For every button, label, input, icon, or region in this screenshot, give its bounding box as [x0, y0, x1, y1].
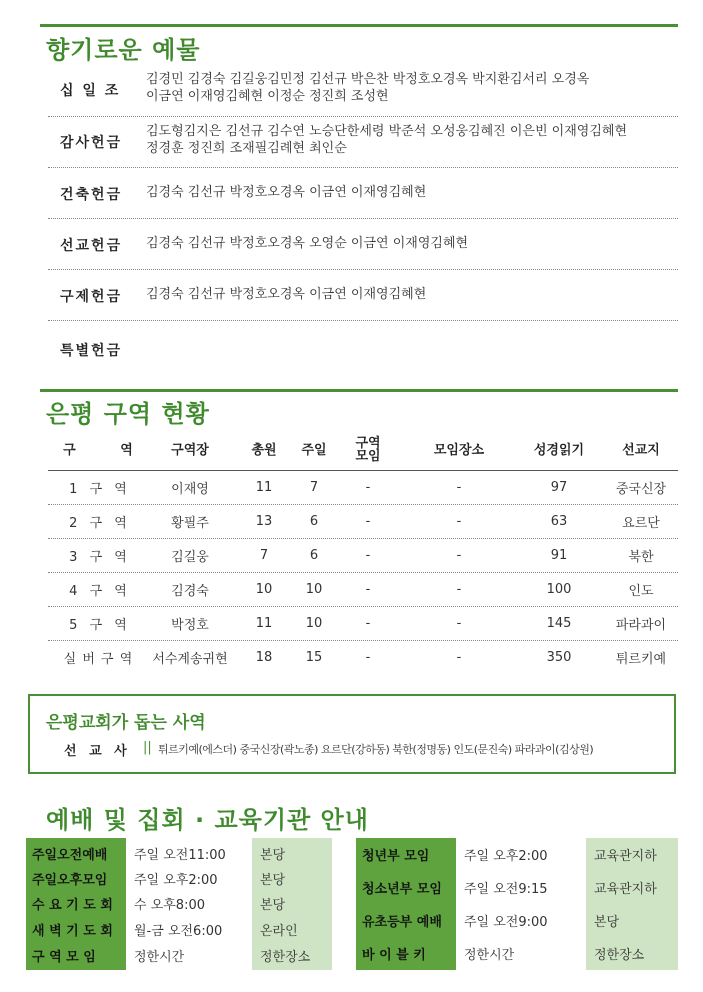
offering-names: 김경숙 김선규 박정호오경옥 이금연 이재영김혜현	[146, 185, 427, 200]
district-table-header	[48, 430, 678, 471]
section-rule	[40, 389, 678, 392]
schedule-row: 유초등부 예배 주일 오전9:00 본당	[356, 904, 678, 935]
district-table	[48, 430, 678, 680]
districts-title: 은평 구역 현황	[46, 400, 210, 428]
col-leader: 구역장	[171, 442, 209, 458]
table-row: 3 구 역 김길웅 7 6 - - 91 북한	[48, 538, 678, 573]
offering-label: 구제헌금	[60, 289, 123, 305]
offering-label: 선교헌금	[60, 238, 123, 254]
offering-names: 김도형김지은 김선규 김수연 노승단한세령 박준석 오성웅김혜진 이은빈 이재영김혜현 정경훈 정진희 조재필김례현 최인순	[146, 124, 628, 156]
col-district: 구 역	[63, 442, 133, 458]
table-row: 4 구 역 김경숙 10 10 - - 100 인도	[48, 572, 678, 607]
col-meeting: 구역 모임	[355, 436, 381, 464]
schedule-title: 예배 및 집회 · 교육기관 안내	[46, 806, 369, 834]
schedule-row: 주일오후모임 주일 오후2:00 본당	[26, 863, 332, 894]
offering-label: 특별헌금	[60, 343, 123, 359]
offering-row-tithe	[48, 66, 678, 117]
col-bible: 성경읽기	[533, 442, 585, 458]
offerings-title: 향기로운 예물	[46, 36, 201, 64]
table-row: 실 버 구 역 서수계송귀현 18 15 - - 350 튀르키예	[63, 649, 667, 667]
col-missionary: 선교지	[622, 442, 660, 458]
col-sunday: 주일	[301, 442, 327, 458]
offering-label: 건축헌금	[60, 187, 123, 203]
col-place: 모임장소	[433, 442, 485, 458]
table-row: 5 구 역 박정호 11 10 - - 145 파라과이	[48, 606, 678, 641]
mission-label: 선 교 사	[64, 744, 131, 759]
offering-row-thanks	[48, 116, 678, 168]
offering-row-mission	[48, 218, 678, 270]
missionary-list: 튀르키예(에스더) 중국신장(곽노종) 요르단(강하동) 북한(정명동) 인도(문진숙) 파라과이(김상원)	[158, 743, 594, 756]
offering-row-relief	[48, 269, 678, 321]
top-rule	[40, 24, 678, 27]
schedule-row: 바 이 블 키 정한시간 정한장소	[356, 937, 678, 968]
offering-row-special	[48, 320, 678, 370]
table-row: 2 구 역 황필주 13 6 - - 63 요르단	[48, 504, 678, 539]
table-row: 1 구 역 이재영 11 7 - - 97 중국신장	[48, 470, 678, 505]
mission-title: 은평교회가 돕는 사역	[46, 713, 206, 733]
offering-label: 감사헌금	[60, 135, 123, 151]
schedule-row: 주일오전예배 주일 오전11:00 본당	[26, 838, 332, 869]
schedule-row: 새 벽 기 도 회 월-금 오전6:00 온라인	[26, 914, 332, 945]
offering-names: 김경숙 김선규 박정호오경옥 이금연 이재영김혜현	[146, 287, 427, 302]
schedule-row: 수 요 기 도 회 수 오후8:00 본당	[26, 888, 332, 919]
offering-names: 김경숙 김선규 박정호오경옥 오영순 이금연 이재영김혜현	[146, 236, 469, 251]
schedule-row: 청년부 모임 주일 오후2:00 교육관지하	[356, 838, 678, 869]
mission-box	[28, 694, 676, 774]
schedule-row: 구 역 모 임 정한시간 정한장소	[26, 940, 332, 971]
offering-label: 십 일 조	[60, 83, 121, 99]
schedule-row: 청소년부 모임 주일 오전9:15 교육관지하	[356, 871, 678, 902]
col-total: 총원	[251, 442, 277, 458]
offering-row-building	[48, 167, 678, 219]
mission-separator: ||	[143, 740, 152, 755]
offering-names: 김경민 김경숙 김길웅김민정 김선규 박은찬 박정호오경옥 박지환김서리 오경옥 이금연 이재영김혜현 이정순 정진희 조성현	[146, 72, 590, 104]
